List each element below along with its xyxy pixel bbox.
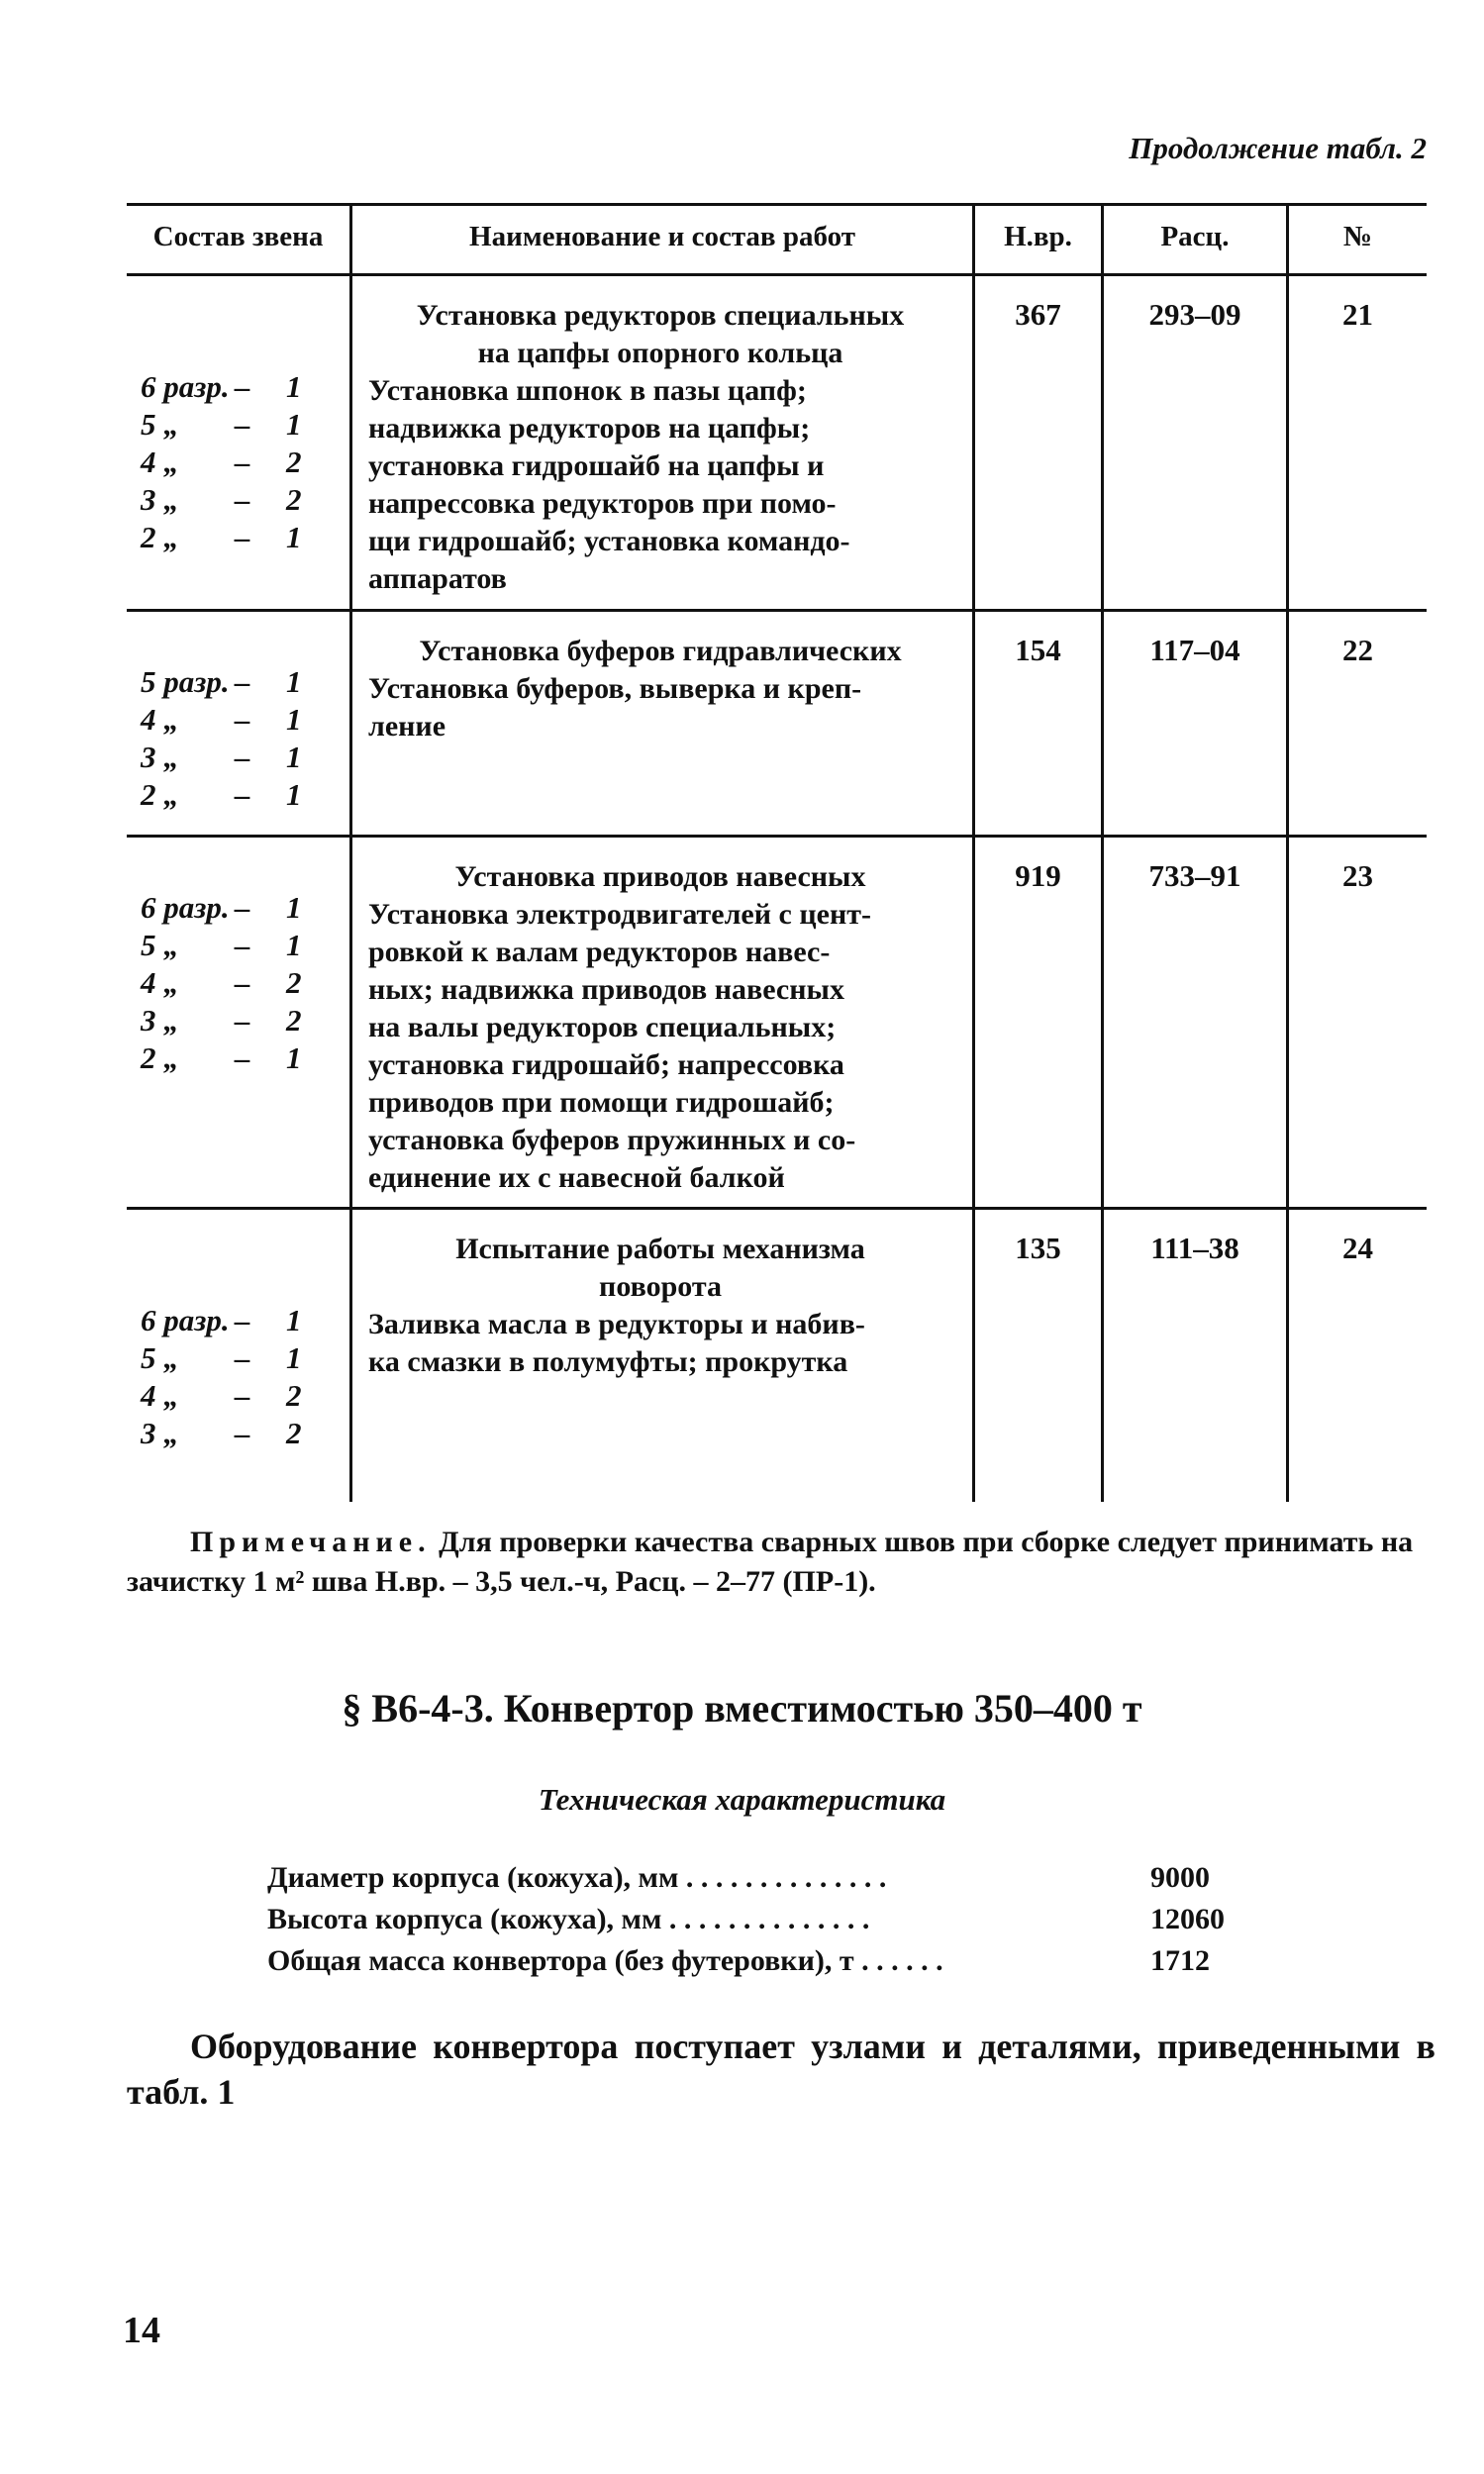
crew-grade: 6 разр. [141, 1303, 230, 1337]
crew-grade: 2 „ [141, 777, 179, 812]
header-work: Наименование и состав работ [469, 221, 855, 252]
work-detail-line: ных; надвижка приводов навесных [368, 973, 844, 1006]
crew-line [141, 519, 316, 556]
work-description [368, 297, 952, 598]
crew-grade: 4 „ [141, 445, 179, 479]
crew-dash: – [235, 928, 250, 962]
crew-composition [141, 663, 316, 814]
crew-line [141, 406, 316, 444]
work-title-line: поворота [599, 1270, 722, 1303]
spec-list [267, 1861, 1257, 1986]
crew-grade: 4 „ [141, 1378, 179, 1413]
crew-grade: 3 „ [141, 1003, 179, 1038]
crew-grade: 5 „ [141, 407, 179, 442]
crew-line [141, 1002, 316, 1039]
table-row [127, 273, 1427, 609]
crew-count: 1 [286, 1303, 302, 1337]
crew-count: 1 [286, 520, 302, 554]
crew-count: 1 [286, 1340, 302, 1375]
crew-dash: – [235, 740, 250, 774]
crew-dash: – [235, 1040, 250, 1075]
work-detail-line: напрессовка редукторов при помо- [368, 487, 837, 520]
crew-grade: 2 „ [141, 1040, 179, 1075]
work-detail-line: Установка шпонок в пазы цапф; [368, 374, 807, 407]
spec-label: Диаметр корпуса (кожуха), мм . . . . . . . . . . . . . . [267, 1861, 887, 1894]
crew-line [141, 444, 316, 481]
note-label: Примечание. [190, 1526, 432, 1558]
row-number: 21 [1342, 297, 1373, 332]
row-separator [127, 835, 1427, 838]
crew-line [141, 889, 316, 927]
crew-line [141, 481, 316, 519]
crew-line [141, 739, 316, 776]
row-separator [127, 609, 1427, 612]
crew-count: 2 [286, 445, 302, 479]
spec-row [267, 1861, 1257, 1903]
work-description [368, 633, 952, 745]
work-detail-line: надвижка редукторов на цапфы; [368, 412, 811, 445]
row-number: 22 [1342, 633, 1373, 667]
crew-line [141, 927, 316, 964]
work-norms-table [127, 203, 1427, 1502]
table-row [127, 609, 1427, 835]
note-text: Для проверки качества сварных швов при сборке следует принимать на зачистку 1 м² шва Н.вр. – 3,5 чел.-ч, Расц. – 2–77 (ПР-1). [127, 1526, 1414, 1598]
page-number: 14 [123, 2310, 160, 2351]
spec-label: Общая масса конвертора (без футеровки), т . . . . . . [267, 1944, 943, 1977]
table-row [127, 1207, 1427, 1502]
work-detail-line: единение их с навесной балкой [368, 1161, 785, 1194]
crew-grade: 4 „ [141, 702, 179, 737]
header-crew: Состав звена [152, 221, 324, 252]
work-detail-line: аппаратов [368, 562, 507, 595]
work-description [368, 1231, 952, 1381]
crew-count: 1 [286, 740, 302, 774]
work-detail-line: на валы редукторов специальных; [368, 1011, 837, 1043]
crew-grade: 2 „ [141, 520, 179, 554]
table-row [127, 835, 1427, 1207]
crew-line [141, 1339, 316, 1377]
body-paragraph [127, 2024, 1435, 2115]
crew-dash: – [235, 482, 250, 517]
crew-line [141, 663, 316, 701]
work-title-line: на цапфы опорного кольца [477, 337, 843, 369]
crew-dash: – [235, 702, 250, 737]
work-detail-line: ление [368, 710, 446, 742]
spec-row [267, 1903, 1257, 1944]
crew-count: 2 [286, 482, 302, 517]
crew-grade: 6 разр. [141, 890, 230, 925]
crew-count: 2 [286, 1416, 302, 1450]
work-detail-line: Установка буферов, выверка и креп- [368, 672, 862, 705]
section-title: § В6-4-3. Конвертор вместимостью 350–400 т [342, 1686, 1142, 1731]
crew-dash: – [235, 1303, 250, 1337]
crew-dash: – [235, 890, 250, 925]
work-detail-line: установка гидрошайб на цапфы и [368, 449, 825, 482]
work-title-line: Испытание работы механизма [455, 1233, 865, 1265]
crew-count: 1 [286, 928, 302, 962]
norm-time: 367 [1015, 297, 1061, 332]
spec-value: 1712 [1150, 1944, 1210, 1977]
crew-grade: 4 „ [141, 965, 179, 1000]
crew-line [141, 1039, 316, 1077]
crew-dash: – [235, 777, 250, 812]
crew-dash: – [235, 369, 250, 404]
crew-line [141, 776, 316, 814]
work-detail-line: ровкой к валам редукторов навес- [368, 936, 831, 968]
crew-grade: 5 разр. [141, 664, 230, 699]
crew-dash: – [235, 445, 250, 479]
crew-grade: 6 разр. [141, 369, 230, 404]
crew-count: 1 [286, 664, 302, 699]
crew-grade: 3 „ [141, 482, 179, 517]
crew-composition [141, 368, 316, 556]
crew-dash: – [235, 664, 250, 699]
header-norm: Н.вр. [1004, 221, 1072, 252]
work-detail-line: Заливка масла в редукторы и набив- [368, 1308, 865, 1340]
rate-value: 111–38 [1150, 1231, 1239, 1265]
work-title-line: Установка буферов гидравлических [419, 635, 902, 667]
table-note [127, 1523, 1434, 1602]
crew-line [141, 1415, 316, 1452]
crew-line [141, 368, 316, 406]
work-detail-line: ка смазки в полумуфты; прокрутка [368, 1345, 848, 1378]
crew-line [141, 1377, 316, 1415]
crew-count: 1 [286, 777, 302, 812]
work-detail-line: установка гидрошайб; напрессовка [368, 1048, 844, 1081]
subsection-title: Техническая характеристика [538, 1782, 946, 1817]
header-number: № [1342, 221, 1373, 252]
table-top-rule [127, 203, 1427, 206]
continuation-title: Продолжение табл. 2 [1129, 131, 1427, 165]
work-description [368, 858, 952, 1197]
work-detail-line: приводов при помощи гидрошайб; [368, 1086, 835, 1119]
crew-dash: – [235, 1003, 250, 1038]
row-separator [127, 1207, 1427, 1210]
crew-composition [141, 1302, 316, 1452]
crew-dash: – [235, 1378, 250, 1413]
crew-dash: – [235, 1416, 250, 1450]
row-number: 23 [1342, 858, 1373, 893]
crew-grade: 3 „ [141, 1416, 179, 1450]
rate-value: 293–09 [1148, 297, 1241, 332]
crew-count: 1 [286, 369, 302, 404]
spec-value: 9000 [1150, 1861, 1210, 1894]
spec-row [267, 1944, 1257, 1986]
norm-time: 154 [1015, 633, 1061, 667]
crew-count: 1 [286, 702, 302, 737]
crew-count: 1 [286, 890, 302, 925]
norm-time: 919 [1015, 858, 1061, 893]
work-detail-line: щи гидрошайб; установка командо- [368, 525, 850, 557]
spec-value: 12060 [1150, 1903, 1225, 1935]
crew-count: 2 [286, 1003, 302, 1038]
norm-time: 135 [1015, 1231, 1061, 1265]
crew-line [141, 701, 316, 739]
crew-line [141, 1302, 316, 1339]
header-rate: Расц. [1160, 221, 1230, 252]
paragraph-text: Оборудование конвертора поступает узлами и деталями, приведенными в табл. 1 [127, 2027, 1435, 2112]
rate-value: 733–91 [1148, 858, 1241, 893]
crew-count: 1 [286, 407, 302, 442]
crew-grade: 3 „ [141, 740, 179, 774]
row-number: 24 [1342, 1231, 1373, 1265]
crew-dash: – [235, 965, 250, 1000]
work-title-line: Установка редукторов специальных [416, 299, 905, 332]
crew-grade: 5 „ [141, 1340, 179, 1375]
crew-dash: – [235, 1340, 250, 1375]
crew-count: 2 [286, 1378, 302, 1413]
crew-dash: – [235, 520, 250, 554]
crew-dash: – [235, 407, 250, 442]
crew-count: 2 [286, 965, 302, 1000]
crew-grade: 5 „ [141, 928, 179, 962]
rate-value: 117–04 [1149, 633, 1240, 667]
work-title-line: Установка приводов навесных [454, 860, 866, 893]
spec-label: Высота корпуса (кожуха), мм . . . . . . . . . . . . . . [267, 1903, 870, 1935]
crew-line [141, 964, 316, 1002]
work-detail-line: Установка электродвигателей с цент- [368, 898, 871, 931]
crew-composition [141, 889, 316, 1077]
crew-count: 1 [286, 1040, 302, 1075]
work-detail-line: установка буферов пружинных и со- [368, 1124, 856, 1156]
